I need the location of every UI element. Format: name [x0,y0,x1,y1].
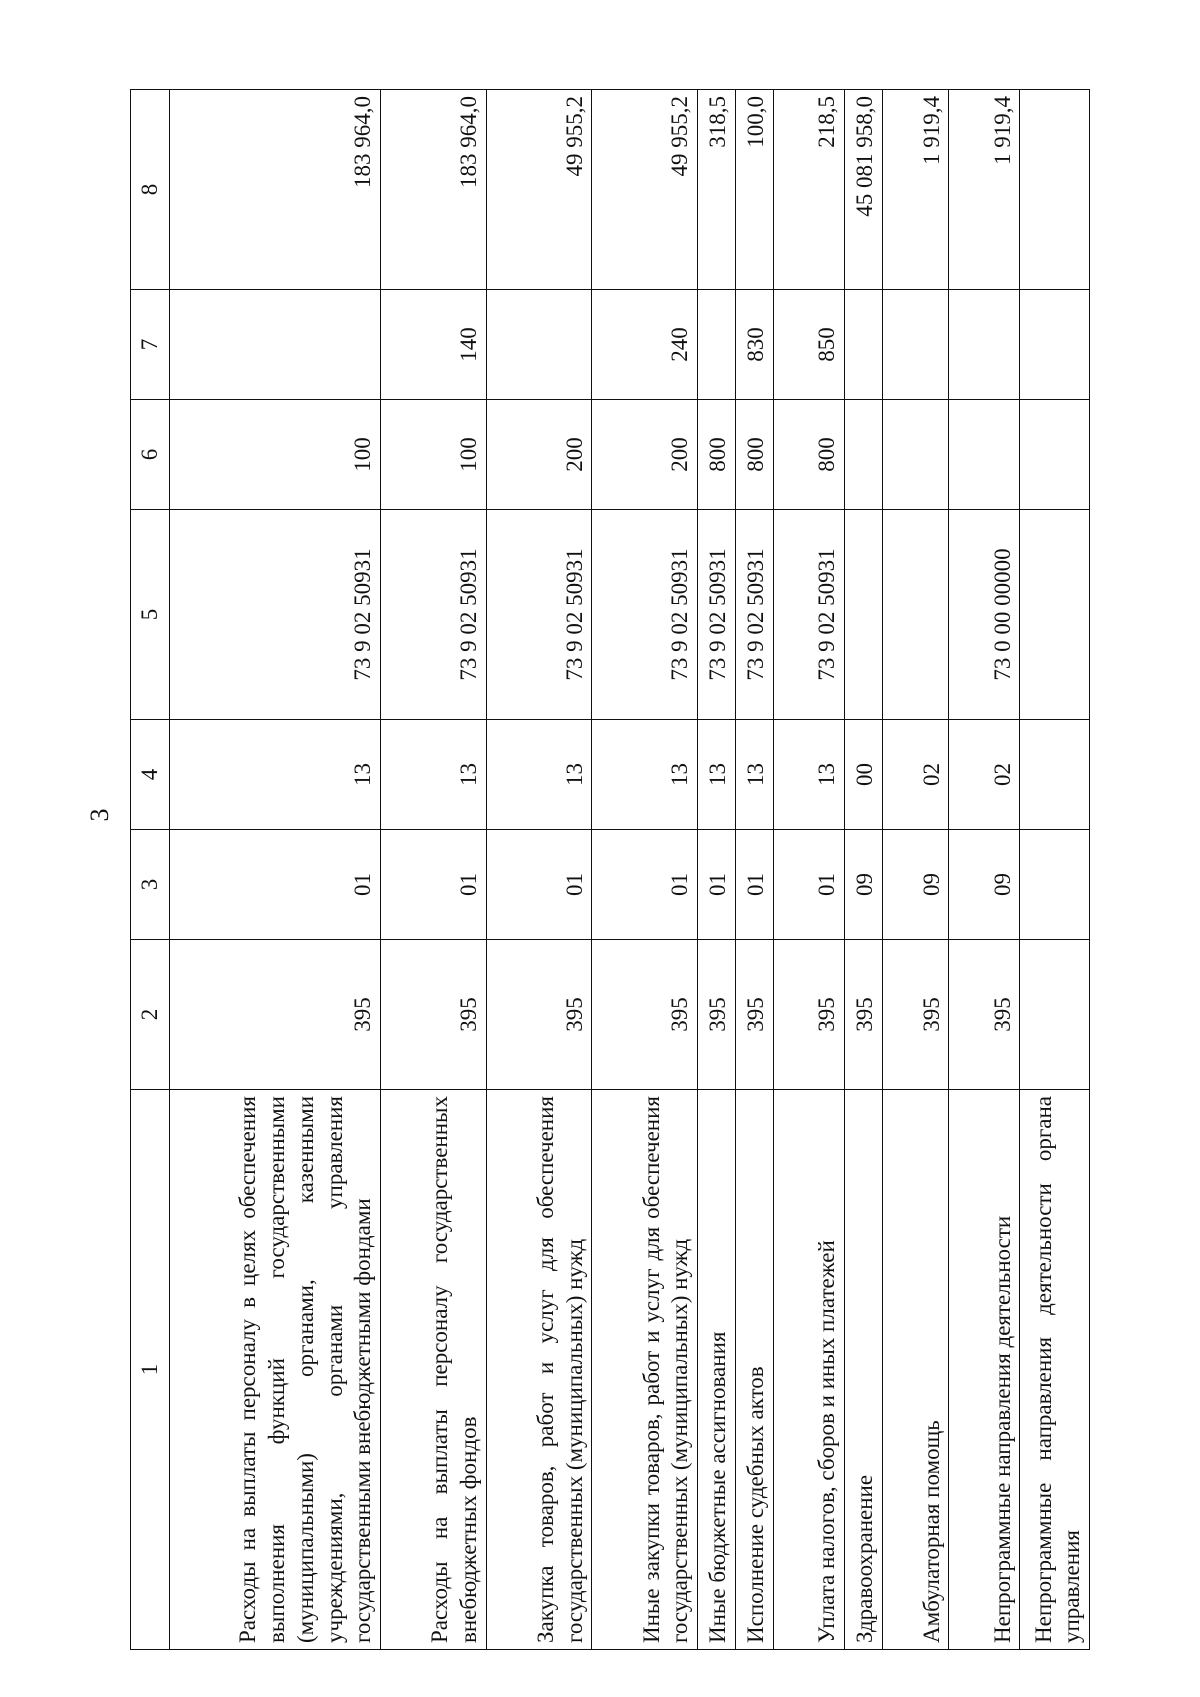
row-name: Непрограммные направления деятельности [949,1090,1020,1650]
row-name: Иные закупки товаров, работ и услуг для обеспечения государственных (муниципальных) нужд [592,1090,698,1650]
header-col-5: 5 [131,510,170,720]
table-row [735,90,773,1650]
table-row [381,90,487,1650]
row-name: Уплата налогов, сборов и иных платежей [773,1090,844,1650]
table-row [882,90,949,1650]
row-name: Иные бюджетные ассигнования [698,1090,736,1650]
header-col-3: 3 [131,830,170,940]
subsection-code: 02 [882,720,949,830]
admin-code: 395 [381,940,487,1090]
target-article-code: 73 0 00 00000 [949,510,1020,720]
subsection-code: 13 [735,720,773,830]
target-article-code: 73 9 02 50931 [698,510,736,720]
header-col-8: 8 [131,90,170,290]
header-col-1: 1 [131,1090,170,1650]
section-code: 09 [882,830,949,940]
section-code: 01 [381,830,487,940]
rotated-table-container [130,90,1090,1650]
target-article-code [882,510,949,720]
expense-subgroup-code [844,290,882,400]
expense-subgroup-code: 240 [592,290,698,400]
subsection-code: 13 [773,720,844,830]
expense-group-code: 100 [170,400,381,510]
target-article-code: 73 9 02 50931 [170,510,381,720]
header-col-2: 2 [131,940,170,1090]
table-row [773,90,844,1650]
admin-code: 395 [949,940,1020,1090]
section-code [1020,830,1090,940]
expense-subgroup-code: 830 [735,290,773,400]
admin-code [1020,940,1090,1090]
row-name: Расходы на выплаты персоналу государственных внебюджетных фондов [381,1090,487,1650]
expense-subgroup-code [1020,290,1090,400]
target-article-code: 73 9 02 50931 [486,510,592,720]
expense-group-code [844,400,882,510]
row-name: Непрограммные направления деятельности органа управления [1020,1090,1090,1650]
target-article-code: 73 9 02 50931 [773,510,844,720]
amount: 49 955,2 [592,90,698,290]
subsection-code: 13 [381,720,487,830]
expense-subgroup-code [949,290,1020,400]
row-name: Исполнение судебных актов [735,1090,773,1650]
amount: 318,5 [698,90,736,290]
amount: 218,5 [773,90,844,290]
expense-group-code [882,400,949,510]
section-code: 09 [949,830,1020,940]
expense-subgroup-code [698,290,736,400]
amount [1020,90,1090,290]
amount: 45 081 958,0 [844,90,882,290]
header-col-6: 6 [131,400,170,510]
subsection-code: 00 [844,720,882,830]
target-article-code [844,510,882,720]
table-body [170,90,1090,1650]
section-code: 09 [844,830,882,940]
expense-group-code: 800 [698,400,736,510]
subsection-code: 13 [592,720,698,830]
admin-code: 395 [844,940,882,1090]
header-col-4: 4 [131,720,170,830]
admin-code: 395 [698,940,736,1090]
amount: 100,0 [735,90,773,290]
subsection-code: 13 [486,720,592,830]
expense-group-code: 800 [735,400,773,510]
table-header [131,90,170,1650]
table-row [170,90,381,1650]
header-row [131,90,170,1650]
table-row [1020,90,1090,1650]
table-row [949,90,1020,1650]
amount: 183 964,0 [381,90,487,290]
header-col-7: 7 [131,290,170,400]
table-row [486,90,592,1650]
expense-subgroup-code [486,290,592,400]
budget-table [130,89,1090,1650]
section-code: 01 [773,830,844,940]
expense-group-code: 100 [381,400,487,510]
expense-group-code: 800 [773,400,844,510]
expense-subgroup-code: 140 [381,290,487,400]
expense-group-code: 200 [486,400,592,510]
row-name: Амбулаторная помощь [882,1090,949,1650]
row-name: Расходы на выплаты персоналу в целях обеспечения выполнения функций государственными (муниципальными) органами, казенными учреждениями, органами управления государственными внебюджетными фондами [170,1090,381,1650]
target-article-code: 73 9 02 50931 [735,510,773,720]
amount: 1 919,4 [882,90,949,290]
amount: 49 955,2 [486,90,592,290]
section-code: 01 [486,830,592,940]
page-number: 3 [85,808,114,822]
subsection-code [1020,720,1090,830]
section-code: 01 [170,830,381,940]
admin-code: 395 [486,940,592,1090]
admin-code: 395 [882,940,949,1090]
row-name: Здравоохранение [844,1090,882,1650]
target-article-code: 73 9 02 50931 [381,510,487,720]
subsection-code: 13 [170,720,381,830]
section-code: 01 [698,830,736,940]
expense-group-code [949,400,1020,510]
subsection-code: 02 [949,720,1020,830]
table-row [698,90,736,1650]
row-name: Закупка товаров, работ и услуг для обеспечения государственных (муниципальных) нужд [486,1090,592,1650]
expense-group-code [1020,400,1090,510]
admin-code: 395 [773,940,844,1090]
section-code: 01 [592,830,698,940]
amount: 1 919,4 [949,90,1020,290]
expense-subgroup-code [170,290,381,400]
table-row [844,90,882,1650]
expense-group-code: 200 [592,400,698,510]
table-row [592,90,698,1650]
subsection-code: 13 [698,720,736,830]
amount: 183 964,0 [170,90,381,290]
section-code: 01 [735,830,773,940]
admin-code: 395 [592,940,698,1090]
target-article-code [1020,510,1090,720]
admin-code: 395 [735,940,773,1090]
expense-subgroup-code: 850 [773,290,844,400]
admin-code: 395 [170,940,381,1090]
target-article-code: 73 9 02 50931 [592,510,698,720]
expense-subgroup-code [882,290,949,400]
